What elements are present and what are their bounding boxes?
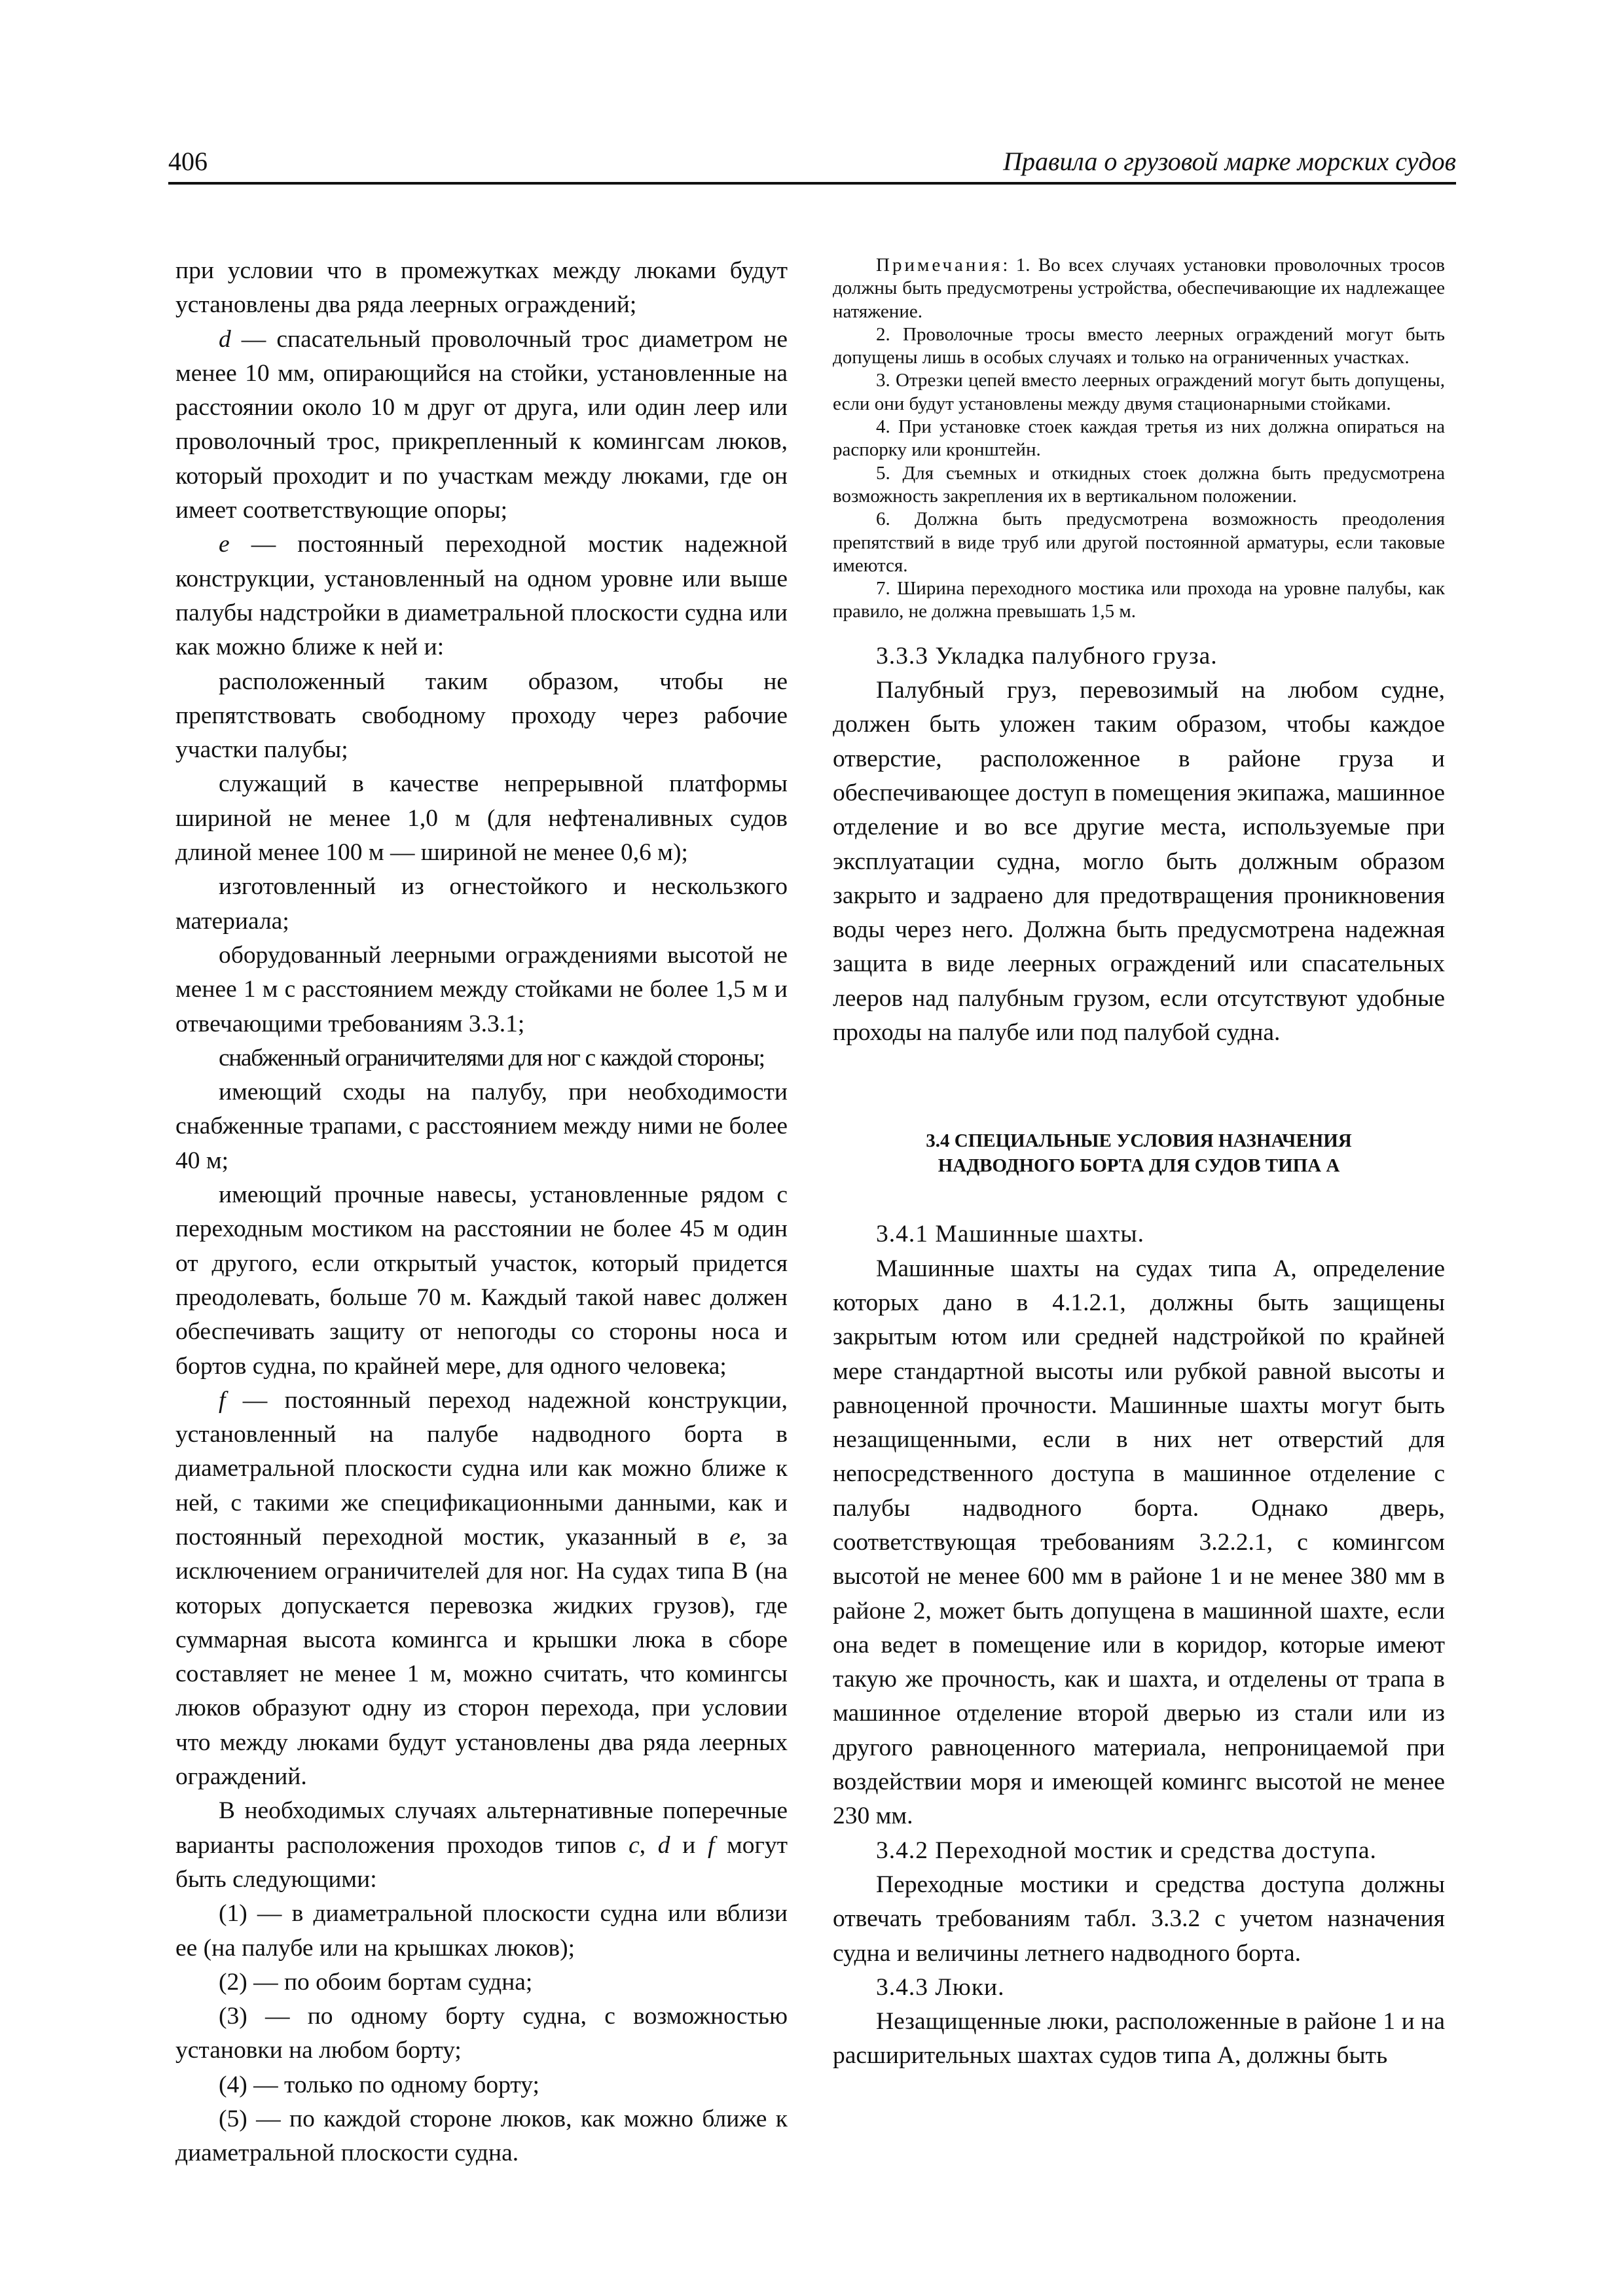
list-item: (5) — по каждой стороне люков, как можно ближе к диаметральной плоскости судна. [175,2106,788,2167]
paragraph: Машинные шахты на судах типа А, определение которых дано в 4.1.2.1, должны быть защищены закрытым ютом или средней надстройкой по крайней мере стандартной высоты или рубкой равной высоты и равноценной прочности. Машинные шахты могут быть незащищенными, если в них нет отверстий для непосредственного доступа в машинное отделение с палубы надводного борта. Однако дверь, соответствующая требованиям 3.2.2.1, с комингсом высотой не менее 600 мм в районе 1 и не менее 380 мм в районе 2, может быть допущена в машинной шахте, если она ведет в помещение или в коридор, которые имеют такую же прочность, как и шахта, и отделены от трапа в машинное отделение второй дверью из стали или из другого равноценного материала, непроницаемой при воздействии моря и имеющей комингс высотой не менее 230 мм. [833,1255,1445,1830]
paragraph-text: — спасательный проволочный трос диаметром не менее 10 мм, опирающийся на стойки, установленные на расстоянии около 10 м друг от друга, или один леер или проволочный трос, прикрепленный к комингсам люков, который проходит и по участкам между люками, где он имеет соответствующие опоры; [175,325,788,524]
paragraph: при условии что в промежутках между люками будут установлены два ряда леерных ограждений; [175,257,788,319]
list-item: (4) — только по одному борту; [219,2071,539,2098]
note: 7. Ширина переходного мостика или прохода на уровне палубы, как правило, не должна превышать 1,5 м. [833,578,1445,622]
paragraph: оборудованный леерными ограждениями высотой не менее 1 м с расстоянием между стойками не более 1,5 м и отвечающими требованиям 3.3.1; [175,941,788,1037]
paragraph: снабженный ограничителями для ног с каждой стороны; [219,1044,765,1071]
paragraph: изготовленный из огнестойкого и нескользкого материала; [175,873,788,935]
note: 6. Должна быть предусмотрена возможность преодоления препятствий в виде труб или другой постоянной арматуры, если таковые имеются. [833,509,1445,576]
right-column [833,254,1445,2073]
paragraph: расположенный таким образом, чтобы не препятствовать свободному проходу через рабочие участки палубы; [175,668,788,764]
paragraph-text: — постоянный переходной мостик надежной конструкции, установленный на одном уровне или выше палубы надстройки в диаметральной плоскости судна или как можно ближе к ней и: [175,531,788,661]
note: Примечания: 1. Во всех случаях установки проволочных тросов должны быть предусмотрены устройства, обеспечивающие их надлежащее натяжение. [833,255,1445,322]
paragraph: имеющий сходы на палубу, при необходимости снабженные трапами, с расстоянием между ними не более 40 м; [175,1079,788,1174]
item-letter: d [219,325,231,353]
paragraph-text: — постоянный переход надежной конструкции, установленный на палубе надводного борта в диаметральной плоскости судна или как можно ближе к ней, с такими же спецификационными данными, как и постоянный переходной мостик, указанный в [175,1386,788,1551]
note: 5. Для съемных и откидных стоек должна быть предусмотрена возможность закрепления их в вертикальном положении. [833,462,1445,507]
running-title: Правила о грузовой марке морских судов [1003,147,1456,176]
section-title: 3.4 СПЕЦИАЛЬНЫЕ УСЛОВИЯ НАЗНАЧЕНИЯ [926,1130,1352,1152]
paragraph: В необходимых случаях альтернативные поперечные варианты расположения проходов типов c, d и f могут быть следующими: [175,1797,788,1893]
paragraph: имеющий прочные навесы, установленные рядом с переходным мостиком на расстоянии не более 45 м один от другого, если открытый участок, который придется преодолевать, больше 70 м. Каждый такой навес должен обеспечивать защиту от непогоды со стороны носа и бортов судна, по крайней мере, для одного человека; [175,1181,788,1380]
subsection-heading: 3.4.3 Люки. [876,1973,1005,2001]
subsection-heading: 3.3.3 Укладка палубного груза. [876,642,1218,670]
note: 2. Проволочные тросы вместо леерных ограждений могут быть допущены лишь в особых случаях и только на ограниченных участках. [833,323,1445,368]
list-item: (1) — в диаметральной плоскости судна или вблизи ее (на палубе или на крышках люков); [175,1900,788,1962]
notes-label: Примечания [876,255,1003,276]
note: 3. Отрезки цепей вместо леерных ограждений могут быть допущены, если они будут установлены между двумя стационарными стойками. [833,370,1445,414]
item-letter: e [219,531,230,558]
paragraph: Переходные мостики и средства доступа должны отвечать требованиям табл. 3.3.2 с учетом назначения судна и величины летнего надводного борта. [833,1871,1445,1967]
spacer [833,1050,1445,1128]
paragraph-f [175,1384,788,1795]
item-letter: f [219,1386,226,1414]
paragraph: служащий в качестве непрерывной платформы шириной не менее 1,0 м (для нефтеналивных судов длиной менее 100 м — шириной не менее 0,6 м); [175,770,788,867]
paragraph: Палубный груз, перевозимый на любом судне, должен быть уложен таким образом, чтобы каждое отверстие, расположенное в районе груза и обеспечивающее доступ в помещения экипажа, машинное отделение и во все другие места, используемые при эксплуатации судна, могло быть должным образом закрыто и задраено для предотвращения проникновения воды через него. Должна быть предусмотрена надежная защита в виде леерных ограждений или спасательных лееров над палубным грузом, если отсутствуют удобные проходы на палубе или под палубой судна. [833,677,1445,1047]
list-item: (2) — по обоим бортам судна; [219,1968,533,1996]
list-item: (3) — по одному борту судна, с возможностью установки на любом борту; [175,2003,788,2064]
note: 4. При установке стоек каждая третья из них должна опираться на распорку или кронштейн. [833,416,1445,461]
left-column [175,254,788,2171]
item-reference: e [729,1523,740,1551]
page-header [168,143,1456,185]
paragraph-d [175,323,788,528]
section-title: НАДВОДНОГО БОРТА ДЛЯ СУДОВ ТИПА А [938,1155,1340,1177]
subsection-heading: 3.4.2 Переходной мостик и средства доступа. [876,1837,1377,1864]
subsection-heading: 3.4.1 Машинные шахты. [876,1221,1144,1248]
notes-block [833,254,1445,624]
paragraph: Незащищенные люки, расположенные в районе 1 и на расширительных шахтах судов типа А, должны быть [833,2008,1445,2070]
paragraph-e [175,528,788,664]
spacer [833,1178,1445,1217]
paragraph-text: , за исключением ограничителей для ног. На судах типа B (на которых допускается перевозка жидких грузов), где суммарная высота комингса и крышки люка в сборе составляет не менее 1 м, можно считать, что комингсы люков образуют одну из сторон перехода, при условии что между люками будут установлены два ряда леерных ограждений. [175,1523,788,1791]
page-number: 406 [168,147,208,176]
